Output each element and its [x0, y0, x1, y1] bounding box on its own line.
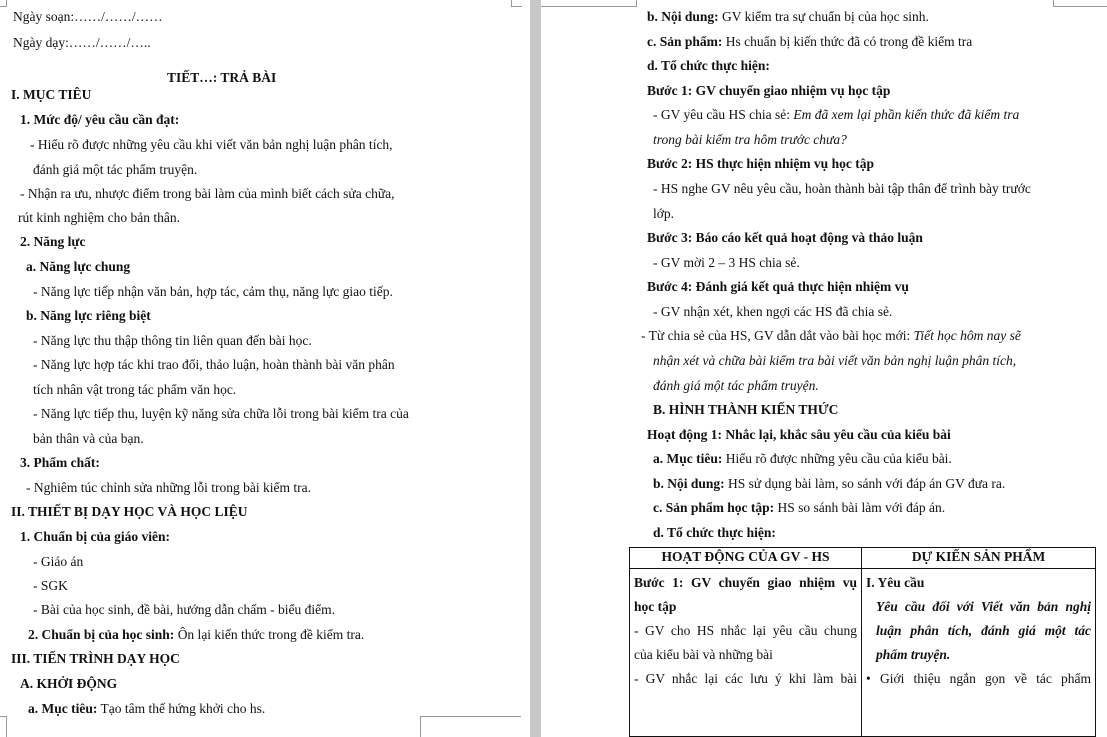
body-line: tích nhân vật trong tác phẩm văn học.: [33, 382, 237, 397]
product-label: c. Sản phẩm học tập:: [653, 500, 775, 515]
cell-line: phẩm truyện.: [876, 647, 951, 662]
date-prepared: Ngày soạn:……/……/……: [13, 9, 163, 24]
body-line: [653, 500, 945, 516]
date-taught: Ngày dạy:……/……/…..: [13, 35, 151, 50]
body-line: - SGK: [33, 578, 68, 593]
subsection-heading: d. Tổ chức thực hiện:: [653, 525, 776, 540]
body-line: - Bài của học sinh, đề bài, hướng dẫn chấm - biểu điểm.: [33, 602, 335, 617]
transition-text: - Từ chia sẻ của HS, GV dẫn dắt vào bài học mới:: [641, 328, 914, 343]
subsection-heading: 2. Năng lực: [20, 234, 86, 249]
body-line: [28, 627, 364, 643]
lesson-title: TIẾT…: TRẢ BÀI: [167, 70, 277, 85]
body-line: bản thân và của bạn.: [33, 431, 144, 446]
body-line: - Nghiêm túc chỉnh sửa những lỗi trong bài kiểm tra.: [26, 480, 311, 495]
table-header-row: [630, 548, 1096, 569]
step-heading: Bước 1: GV chuyển giao nhiệm vụ học tập: [647, 83, 891, 98]
step-heading: Bước 4: Đánh giá kết quả thực hiện nhiệm vụ: [647, 279, 909, 294]
subsection-heading: 1. Mức độ/ yêu cầu cần đạt:: [20, 112, 180, 127]
cell-line: I. Yêu cầu: [866, 575, 925, 590]
student-prep-text: Ôn lại kiến thức trong đề kiểm tra.: [174, 627, 365, 642]
table-row: [630, 569, 1096, 737]
body-line: [28, 701, 265, 717]
content-text: HS sử dụng bài làm, so sánh với đáp án GV đưa ra.: [724, 476, 1006, 491]
objective-text: Tạo tâm thế hứng khởi cho hs.: [97, 701, 266, 716]
step1-question: Em đã xem lại phần kiến thức đã kiểm tra: [793, 107, 1020, 122]
body-line: [653, 476, 1005, 492]
body-line: - Nhận ra ưu, nhược điểm trong bài làm của mình biết cách sửa chữa,: [20, 186, 395, 201]
activity-heading: Hoạt động 1: Nhắc lại, khắc sâu yêu cầu của kiểu bài: [647, 427, 951, 442]
table-cell-products: [862, 569, 1096, 737]
objective-label: a. Mục tiêu:: [28, 701, 98, 716]
table-header-expected-product: DỰ KIẾN SẢN PHẨM: [862, 548, 1096, 569]
crop-mark: [0, 0, 7, 7]
section-heading: II. THIẾT BỊ DẠY HỌC VÀ HỌC LIỆU: [11, 504, 248, 519]
activity-table: [629, 547, 1096, 737]
product-text: HS so sánh bài làm với đáp án.: [774, 500, 946, 515]
body-line: [647, 9, 929, 25]
body-line: - Năng lực tiếp nhận văn bản, hợp tác, cảm thụ, năng lực giao tiếp.: [33, 284, 393, 299]
cell-line: học tập: [634, 599, 677, 614]
subsection-heading: 3. Phẩm chất:: [20, 455, 100, 470]
body-line: lớp.: [653, 206, 675, 221]
body-line: - Năng lực tiếp thu, luyện kỹ năng sửa chữa lỗi trong bài kiểm tra của: [33, 406, 409, 421]
subsection-heading: b. Năng lực riêng biệt: [26, 308, 151, 323]
step-heading: Bước 2: HS thực hiện nhiệm vụ học tập: [647, 156, 874, 171]
step-heading: Bước 3: Báo cáo kết quả hoạt động và thảo luận: [647, 230, 923, 245]
goal-text: Hiểu rõ được những yêu cầu của kiểu bài.: [722, 451, 952, 466]
cell-line: - GV nhắc lại các lưu ý khi làm bài: [634, 671, 857, 686]
content-label: b. Nội dung:: [653, 476, 725, 491]
body-line: rút kinh nghiệm cho bản thân.: [18, 210, 180, 225]
body-line: - HS nghe GV nêu yêu cầu, hoàn thành bài tập thân để trình bày trước: [653, 181, 1031, 196]
body-line: đánh giá một tác phẩm truyện.: [33, 162, 198, 177]
student-prep-label: 2. Chuẩn bị của học sinh:: [28, 627, 175, 642]
section-heading: III. TIẾN TRÌNH DẠY HỌC: [11, 651, 180, 666]
content-label: b. Nội dung:: [647, 9, 719, 24]
table-header-teacher-student: HOẠT ĐỘNG CỦA GV - HS: [630, 548, 862, 569]
body-line: - Năng lực thu thập thông tin liên quan đến bài học.: [33, 333, 312, 348]
crop-mark: [420, 716, 521, 737]
body-line: [653, 451, 952, 467]
cell-line: - GV cho HS nhắc lại yêu cầu chung: [634, 623, 857, 638]
product-label: c. Sản phẩm:: [647, 34, 723, 49]
step1-text: - GV yêu cầu HS chia sẻ:: [653, 107, 794, 122]
subsection-heading: d. Tổ chức thực hiện:: [647, 58, 770, 73]
body-line: - Hiểu rõ được những yêu cầu khi viết văn bản nghị luận phân tích,: [30, 137, 393, 152]
section-heading: I. MỤC TIÊU: [11, 87, 92, 102]
cell-line: Bước 1: GV chuyển giao nhiệm vụ: [634, 575, 857, 590]
body-line: - Năng lực hợp tác khi trao đổi, thảo luận, hoàn thành bài văn phân: [33, 357, 395, 372]
body-line: nhận xét và chữa bài kiểm tra bài viết văn bản nghị luận phân tích,: [653, 353, 1017, 368]
subsection-heading: A. KHỞI ĐỘNG: [20, 676, 118, 691]
crop-mark: [511, 0, 522, 7]
crop-mark: [0, 716, 7, 737]
body-line: trong bài kiểm tra hôm trước chưa?: [653, 132, 847, 147]
crop-mark: [1053, 0, 1107, 7]
cell-bullet-line: [866, 667, 1091, 691]
product-text: Hs chuẩn bị kiến thức đã có trong đề kiểm tra: [722, 34, 973, 49]
cell-line: luận phân tích, đánh giá một tác: [876, 623, 1091, 638]
cell-line: Giới thiệu ngắn gọn về tác phẩm: [880, 671, 1091, 686]
document-page-right: [541, 0, 1107, 737]
subsection-heading: a. Năng lực chung: [26, 259, 131, 274]
body-line: - GV nhận xét, khen ngợi các HS đã chia sẻ.: [653, 304, 893, 319]
body-line: [641, 328, 1021, 344]
body-line: [653, 107, 1019, 123]
body-line: - GV mời 2 – 3 HS chia sẻ.: [653, 255, 800, 270]
body-line: đánh giá một tác phẩm truyện.: [653, 378, 819, 393]
bullet-icon: •: [866, 671, 871, 686]
table-cell-activities: [630, 569, 862, 737]
goal-label: a. Mục tiêu:: [653, 451, 723, 466]
cell-line: Yêu cầu đối với Viết văn bản nghị: [876, 599, 1091, 614]
crop-mark: [541, 0, 637, 7]
body-line: [647, 34, 972, 50]
subsection-heading: 1. Chuẩn bị của giáo viên:: [20, 529, 171, 544]
section-heading: B. HÌNH THÀNH KIẾN THỨC: [653, 402, 839, 417]
document-page-left: [0, 0, 530, 737]
transition-italic: Tiết học hôm nay sẽ: [913, 328, 1021, 343]
content-text: GV kiểm tra sự chuẩn bị của học sinh.: [718, 9, 929, 24]
cell-line: của kiểu bài và những bài: [634, 647, 773, 662]
body-line: - Giáo án: [33, 554, 84, 569]
